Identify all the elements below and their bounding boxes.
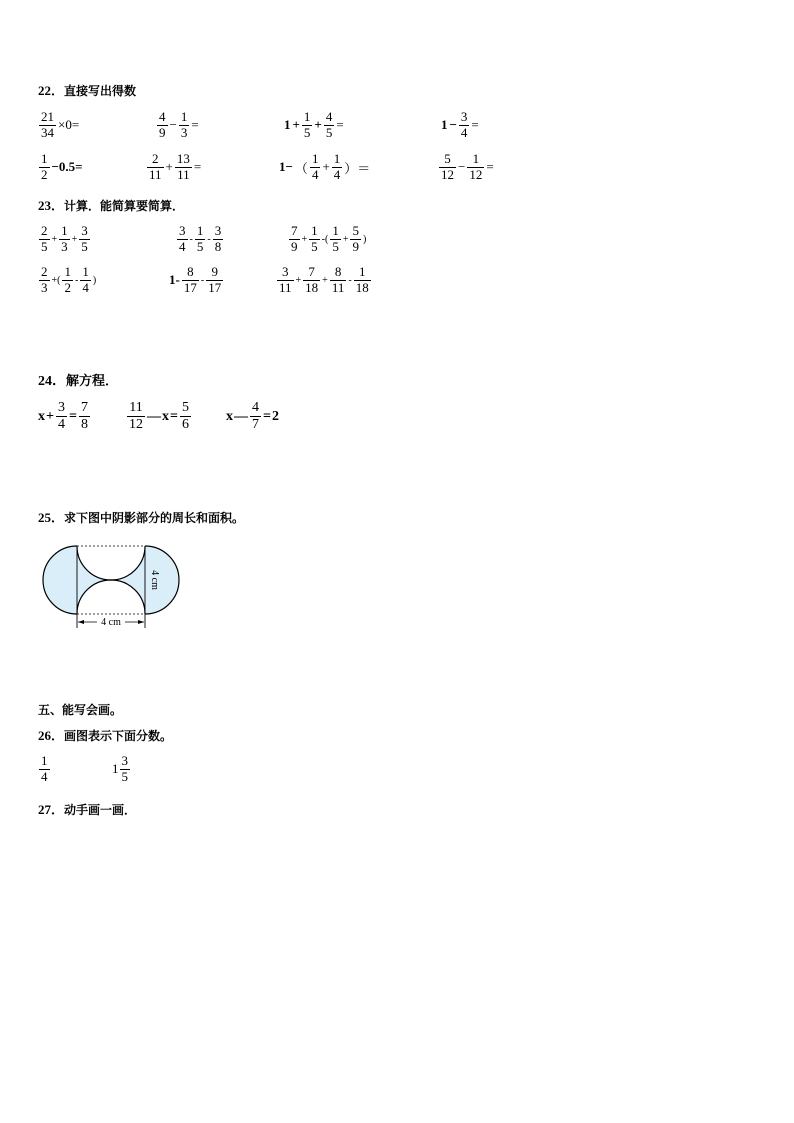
q23-expr-5: 1- $\frac{8}{17}$ - $\frac{9}{17}$ — [169, 264, 222, 295]
q25-arrow-left — [78, 620, 84, 624]
q26-heading: 26．画图表示下面分数。 — [38, 728, 173, 743]
q25-width-label: 4 cm — [101, 617, 121, 628]
q22-expr-2: $\frac{4}{9}$ − $\frac{1}{3}$ = — [159, 109, 199, 140]
q25-shaded-figure — [40, 542, 195, 632]
q27-heading: 27．动手画一画． — [38, 802, 137, 817]
q22-expr-5: $\frac{1}{2}$ −0.5= — [41, 151, 83, 182]
q24-eq-1: x + $\frac{3}{4}$ = $\frac{7}{8}$ — [38, 400, 88, 433]
q24-heading: 24．解方程． — [38, 374, 119, 389]
q23-expr-6: $\frac{3}{11}$ + $\frac{7}{18}$ + $\frac{8}{11}$ - $\frac{1}{18}$ — [279, 264, 369, 295]
q23-expr-3: $\frac{7}{9}$ + $\frac{1}{5}$ -( $\frac{1}{5}$ + $\frac{5}{9}$ ) — [291, 223, 367, 254]
q23-expr-2: $\frac{3}{4}$ - $\frac{1}{5}$ - $\frac{3}{8}$ — [179, 223, 222, 254]
q24-eq-3: x — $\frac{4}{7}$ = 2 — [226, 400, 279, 433]
q23-expr-4: $\frac{2}{3}$ +( $\frac{1}{2}$ - $\frac{1}{4}$ ) — [41, 264, 97, 295]
q22-expr-1: $\frac{21}{34}$ ×0= — [41, 109, 80, 140]
q22-heading: 22．直接写出得数 — [38, 83, 137, 98]
q22-expr-4: 1 − $\frac{3}{4}$ = — [441, 109, 479, 140]
section-5-heading: 五、能写会画。 — [38, 703, 123, 717]
q25-arrow-right — [138, 620, 144, 624]
q25-heading: 25．求下图中阴影部分的周长和面积。 — [38, 510, 245, 525]
q22-expr-8: $\frac{5}{12}$ − $\frac{1}{12}$ = — [441, 151, 494, 182]
q22-expr-7: 1− （ $\frac{1}{4}$ + $\frac{1}{4}$ ）＝ — [279, 151, 371, 182]
q24-eq-2: $\frac{11}{12}$ — x = $\frac{5}{6}$ — [129, 400, 189, 433]
q22-expr-3: 1 + $\frac{1}{5}$ + $\frac{4}{5}$ = — [284, 109, 344, 140]
q23-heading: 23．计算．能简算要简算． — [38, 198, 185, 213]
q25-height-label: 4 cm — [149, 570, 160, 590]
q23-expr-1: $\frac{2}{5}$ + $\frac{1}{3}$ + $\frac{3}{5}$ — [41, 223, 88, 254]
q22-expr-6: $\frac{2}{11}$ + $\frac{13}{11}$ = — [149, 151, 202, 182]
q26-fraction-2: 1 $\frac{3}{5}$ — [112, 753, 128, 784]
q26-fraction-1: $\frac{1}{4}$ — [41, 753, 48, 784]
